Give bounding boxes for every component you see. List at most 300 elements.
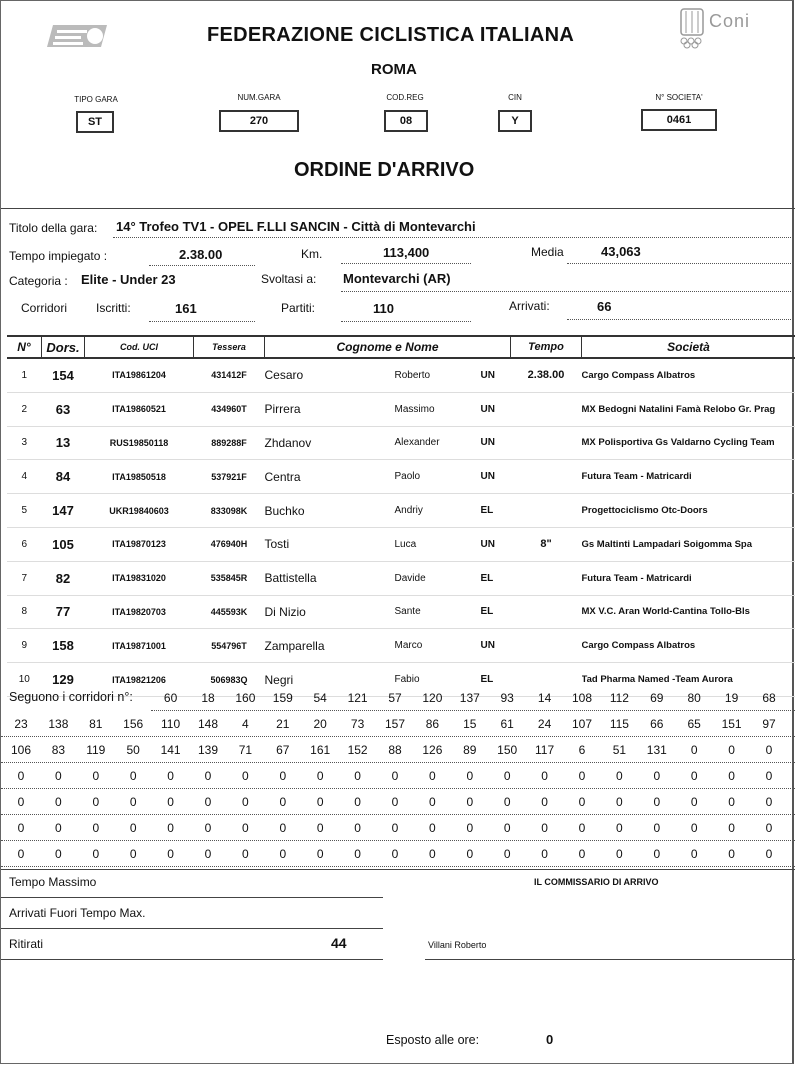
rider-number: 0 xyxy=(653,769,661,783)
city-label: ROMA xyxy=(371,61,417,78)
dotted-line xyxy=(341,321,471,322)
rider-number: 108 xyxy=(571,691,593,705)
cell-surname: Negri xyxy=(265,663,395,697)
rider-number: 0 xyxy=(578,821,586,835)
rider-number: 112 xyxy=(609,691,629,705)
out-of-time-label: Arrivati Fuori Tempo Max. xyxy=(9,906,146,920)
number-row xyxy=(1,713,795,739)
rider-number: 0 xyxy=(503,769,511,783)
rider-number: 0 xyxy=(653,821,661,835)
rider-number: 131 xyxy=(646,743,667,757)
cell-surname: Pirrera xyxy=(265,392,395,426)
cell-category: UN xyxy=(481,392,511,426)
table-row xyxy=(7,494,795,528)
dotted-line xyxy=(341,291,793,292)
commissioner-name: Villani Roberto xyxy=(428,940,487,950)
rider-number: 0 xyxy=(204,847,212,861)
race-type-label: TIPO GARA xyxy=(74,95,118,104)
rider-number: 0 xyxy=(466,769,474,783)
rider-number: 0 xyxy=(541,795,548,809)
cell-uci-code: ITA19860521 xyxy=(85,392,194,426)
rider-number: 160 xyxy=(235,691,256,705)
rider-number: 67 xyxy=(276,743,290,757)
dotted-line xyxy=(1,814,795,815)
rider-number: 71 xyxy=(238,743,253,757)
dotted-line xyxy=(1,788,795,789)
cell-card: 537921F xyxy=(194,460,265,494)
table-row xyxy=(7,561,795,595)
average-value: 43,063 xyxy=(601,244,641,259)
rider-number: 106 xyxy=(10,743,32,757)
rider-number: 18 xyxy=(201,691,215,705)
rider-number: 0 xyxy=(167,821,174,835)
rider-number: 24 xyxy=(537,717,552,731)
cell-surname: Buchko xyxy=(265,494,395,528)
dotted-line xyxy=(149,265,255,266)
rider-number: 0 xyxy=(690,821,698,835)
rider-number: 0 xyxy=(316,821,324,835)
table-row xyxy=(7,426,795,460)
rider-number: 0 xyxy=(765,743,773,757)
rider-number: 0 xyxy=(167,769,174,783)
rider-number: 0 xyxy=(429,795,436,809)
cell-category: UN xyxy=(481,527,511,561)
rider-number: 0 xyxy=(503,821,511,835)
rider-number: 73 xyxy=(350,717,365,731)
cell-category: EL xyxy=(481,663,511,697)
dotted-line xyxy=(113,237,793,238)
number-row xyxy=(1,687,795,713)
cell-category: EL xyxy=(481,595,511,629)
cell-uci-code: ITA19820703 xyxy=(85,595,194,629)
rider-number: 0 xyxy=(55,769,62,783)
cell-card: 535845R xyxy=(194,561,265,595)
rider-number: 0 xyxy=(541,821,548,835)
cell-position: 4 xyxy=(7,460,42,494)
venue-label: Svoltasi a: xyxy=(261,272,317,286)
cell-card: 506983Q xyxy=(194,663,265,697)
rider-number: 61 xyxy=(500,717,514,731)
rider-number: 0 xyxy=(129,769,137,783)
rider-number: 0 xyxy=(578,847,586,861)
rider-number: 0 xyxy=(503,847,511,861)
rider-number: 93 xyxy=(500,691,514,705)
started-label: Partiti: xyxy=(281,301,316,315)
retired-value: 44 xyxy=(331,935,347,951)
cell-time xyxy=(511,460,582,494)
table-row xyxy=(7,527,795,561)
cell-surname: Zhdanov xyxy=(265,426,395,460)
cell-surname: Centra xyxy=(265,460,395,494)
cell-bib: 129 xyxy=(42,663,85,697)
rider-number: 0 xyxy=(17,847,25,861)
cell-team: MX Bedogni Natalini Famà Relobo Gr. Prag xyxy=(582,392,796,426)
cell-first-name: Roberto xyxy=(395,358,481,392)
rider-number: 0 xyxy=(55,795,62,809)
number-row xyxy=(1,791,795,817)
cell-first-name: Luca xyxy=(395,527,481,561)
rider-number: 0 xyxy=(541,769,548,783)
arrived-value: 66 xyxy=(597,299,612,314)
rider-number: 0 xyxy=(391,847,399,861)
rider-number: 80 xyxy=(687,691,701,705)
rider-number: 0 xyxy=(316,795,324,809)
cell-first-name: Alexander xyxy=(395,426,481,460)
rider-number: 119 xyxy=(86,743,106,757)
cell-time xyxy=(511,392,582,426)
rider-number: 0 xyxy=(616,821,623,835)
number-row xyxy=(1,817,795,843)
col-team: Società xyxy=(582,336,796,358)
cell-first-name: Marco xyxy=(395,629,481,663)
rider-number: 0 xyxy=(204,795,212,809)
rider-number: 157 xyxy=(384,717,406,731)
category-label: Categoria : xyxy=(9,274,68,288)
coni-label: Coni xyxy=(709,11,751,31)
posted-label: Esposto alle ore: xyxy=(386,1033,480,1047)
rider-number: 156 xyxy=(123,717,144,731)
cell-bib: 158 xyxy=(42,629,85,663)
rider-number: 0 xyxy=(728,769,735,783)
cell-bib: 77 xyxy=(42,595,85,629)
category-value: Elite - Under 23 xyxy=(81,272,176,287)
rider-number: 0 xyxy=(616,847,623,861)
cell-surname: Cesaro xyxy=(265,358,395,392)
table-row xyxy=(7,460,795,494)
cell-card: 833098K xyxy=(194,494,265,528)
table-row xyxy=(7,629,795,663)
cell-team: Futura Team - Matricardi xyxy=(582,460,796,494)
number-row xyxy=(1,765,795,791)
time-label: Tempo impiegato : xyxy=(9,249,108,263)
rider-number: 159 xyxy=(272,691,293,705)
dotted-line xyxy=(1,866,795,867)
cell-time xyxy=(511,561,582,595)
cell-time: 2.38.00 xyxy=(511,358,582,392)
riders-label: Corridori xyxy=(21,301,68,315)
rider-number: 0 xyxy=(765,769,773,783)
arrived-label: Arrivati: xyxy=(509,299,550,313)
rider-number: 66 xyxy=(650,717,664,731)
rider-number: 0 xyxy=(204,821,212,835)
cell-position: 9 xyxy=(7,629,42,663)
cell-bib: 84 xyxy=(42,460,85,494)
society-number-box: 0461 xyxy=(641,109,717,131)
federation-title: FEDERAZIONE CICLISTICA ITALIANA xyxy=(207,24,575,46)
cell-surname: Tosti xyxy=(265,527,395,561)
rider-number: 0 xyxy=(541,847,548,861)
rider-number: 141 xyxy=(160,743,181,757)
cell-team: Futura Team - Matricardi xyxy=(582,561,796,595)
rider-number: 0 xyxy=(690,795,698,809)
cell-uci-code: ITA19861204 xyxy=(85,358,194,392)
rider-number: 152 xyxy=(347,743,368,757)
rider-number: 115 xyxy=(609,717,629,731)
cell-position: 5 xyxy=(7,494,42,528)
cell-position: 1 xyxy=(7,358,42,392)
cell-uci-code: ITA19870123 xyxy=(85,527,194,561)
rider-number: 4 xyxy=(242,717,249,731)
rider-number: 0 xyxy=(765,847,773,861)
cell-category: EL xyxy=(481,561,511,595)
rider-number: 54 xyxy=(313,691,327,705)
rider-number: 0 xyxy=(167,795,174,809)
number-row xyxy=(1,843,795,869)
coni-emblem-icon xyxy=(677,5,707,51)
rider-number: 0 xyxy=(279,769,287,783)
rider-number: 0 xyxy=(354,769,361,783)
rider-number: 21 xyxy=(276,717,290,731)
table-row xyxy=(7,595,795,629)
cell-position: 6 xyxy=(7,527,42,561)
cell-bib: 82 xyxy=(42,561,85,595)
region-code-box: 08 xyxy=(384,110,428,132)
rider-number: 139 xyxy=(197,743,219,757)
cell-position: 8 xyxy=(7,595,42,629)
cell-uci-code: ITA19871001 xyxy=(85,629,194,663)
cell-time xyxy=(511,629,582,663)
rider-number: 148 xyxy=(197,717,219,731)
rider-number: 0 xyxy=(616,795,623,809)
cell-card: 431412F xyxy=(194,358,265,392)
rider-number: 150 xyxy=(497,743,518,757)
rider-number: 0 xyxy=(690,847,698,861)
rider-number: 0 xyxy=(92,821,100,835)
rider-number: 0 xyxy=(129,821,137,835)
divider xyxy=(1,208,795,209)
rider-number: 0 xyxy=(391,795,399,809)
rider-number: 0 xyxy=(55,847,62,861)
number-row xyxy=(1,739,795,765)
cell-category: UN xyxy=(481,426,511,460)
commissioner-label: IL COMMISSARIO DI ARRIVO xyxy=(534,877,659,887)
km-label: Km. xyxy=(301,247,323,261)
cell-bib: 13 xyxy=(42,426,85,460)
rider-number: 86 xyxy=(425,717,440,731)
rider-number: 0 xyxy=(354,795,361,809)
cell-time xyxy=(511,494,582,528)
cell-team: Progettociclismo Otc-Doors xyxy=(582,494,796,528)
rider-number: 0 xyxy=(242,795,249,809)
col-uci-code: Cod. UCI xyxy=(85,336,194,358)
rider-number: 65 xyxy=(687,717,701,731)
rider-number: 0 xyxy=(92,847,100,861)
divider xyxy=(1,928,383,929)
cell-card: 434960T xyxy=(194,392,265,426)
society-number-label: N° SOCIETA' xyxy=(655,93,703,102)
rider-number: 0 xyxy=(616,769,623,783)
cell-category: UN xyxy=(481,460,511,494)
col-name: Cognome e Nome xyxy=(265,336,511,358)
rider-number: 81 xyxy=(89,717,103,731)
rider-number: 51 xyxy=(612,743,627,757)
rider-number: 0 xyxy=(690,769,698,783)
enrolled-value: 161 xyxy=(175,301,197,316)
cell-uci-code: UKR19840603 xyxy=(85,494,194,528)
rider-number: 0 xyxy=(316,847,324,861)
cell-category: UN xyxy=(481,629,511,663)
venue-value: Montevarchi (AR) xyxy=(343,271,451,286)
rider-number: 0 xyxy=(466,847,474,861)
rider-number: 83 xyxy=(51,743,66,757)
rider-number: 0 xyxy=(728,795,735,809)
rider-number: 0 xyxy=(242,847,249,861)
rider-number: 97 xyxy=(762,717,776,731)
rider-number: 120 xyxy=(422,691,443,705)
cell-surname: Battistella xyxy=(265,561,395,595)
rider-number: 0 xyxy=(354,847,361,861)
coni-logo xyxy=(677,5,767,53)
dotted-line xyxy=(1,840,795,841)
cell-time xyxy=(511,595,582,629)
rider-number: 0 xyxy=(690,743,698,757)
dotted-line xyxy=(151,710,795,711)
col-time: Tempo xyxy=(511,336,582,358)
cell-card: 554796T xyxy=(194,629,265,663)
cell-bib: 105 xyxy=(42,527,85,561)
rider-number: 0 xyxy=(167,847,174,861)
rider-number: 0 xyxy=(578,795,586,809)
race-title-label: Titolo della gara: xyxy=(9,221,98,235)
race-number-box: 270 xyxy=(219,110,299,132)
cell-first-name: Andriy xyxy=(395,494,481,528)
cin-box: Y xyxy=(498,110,532,132)
started-value: 110 xyxy=(373,301,394,316)
km-value: 113,400 xyxy=(383,245,430,260)
cell-uci-code: RUS19850118 xyxy=(85,426,194,460)
rider-number: 0 xyxy=(391,821,399,835)
results-table xyxy=(7,335,795,697)
rider-number: 23 xyxy=(14,717,28,731)
cell-position: 7 xyxy=(7,561,42,595)
cell-first-name: Fabio xyxy=(395,663,481,697)
cell-team: Cargo Compass Albatros xyxy=(582,358,796,392)
rider-number: 19 xyxy=(724,691,739,705)
rider-number: 0 xyxy=(17,795,25,809)
average-label: Media xyxy=(531,245,564,259)
rider-number: 0 xyxy=(92,769,100,783)
rider-number: 0 xyxy=(354,821,361,835)
signature-line xyxy=(425,959,795,960)
cell-position: 10 xyxy=(7,663,42,697)
cell-card: 889288F xyxy=(194,426,265,460)
rider-number: 161 xyxy=(310,743,331,757)
rider-number: 0 xyxy=(728,847,735,861)
rider-number: 0 xyxy=(242,769,249,783)
cell-position: 3 xyxy=(7,426,42,460)
col-bib: Dors. xyxy=(42,336,85,358)
rider-number: 0 xyxy=(503,795,511,809)
rider-number: 57 xyxy=(388,691,402,705)
rider-number: 6 xyxy=(578,743,586,757)
table-header xyxy=(7,336,795,358)
rider-number: 0 xyxy=(316,769,324,783)
rider-number: 0 xyxy=(653,847,661,861)
cell-card: 445593K xyxy=(194,595,265,629)
rider-number: 0 xyxy=(578,769,586,783)
max-time-label: Tempo Massimo xyxy=(9,875,97,889)
rider-number: 110 xyxy=(161,717,181,731)
cell-team: Gs Maltinti Lampadari Soigomma Spa xyxy=(582,527,796,561)
rider-number: 107 xyxy=(571,717,593,731)
rider-number: 0 xyxy=(279,821,287,835)
dotted-line xyxy=(567,263,793,264)
dotted-line xyxy=(149,321,255,322)
rider-number: 0 xyxy=(242,821,249,835)
cell-position: 2 xyxy=(7,392,42,426)
dotted-line xyxy=(567,319,793,320)
rider-number: 0 xyxy=(728,743,735,757)
divider xyxy=(1,959,383,960)
rider-number: 0 xyxy=(765,795,773,809)
cell-bib: 63 xyxy=(42,392,85,426)
cell-team: MX Polisportiva Gs Valdarno Cycling Team xyxy=(582,426,796,460)
cell-surname: Zamparella xyxy=(265,629,395,663)
rider-number: 60 xyxy=(163,691,178,705)
cell-first-name: Sante xyxy=(395,595,481,629)
cell-uci-code: ITA19831020 xyxy=(85,561,194,595)
cell-surname: Di Nizio xyxy=(265,595,395,629)
rider-number: 0 xyxy=(279,795,287,809)
region-code-label: COD.REG xyxy=(386,93,424,102)
posted-value: 0 xyxy=(546,1032,554,1047)
cell-first-name: Paolo xyxy=(395,460,481,494)
rider-number: 0 xyxy=(92,795,100,809)
fci-logo-icon xyxy=(45,21,115,51)
rider-number: 0 xyxy=(17,769,25,783)
enrolled-label: Iscritti: xyxy=(96,301,131,315)
cell-time xyxy=(511,426,582,460)
rider-number: 0 xyxy=(204,769,212,783)
race-number-label: NUM.GARA xyxy=(237,93,281,102)
rider-number: 0 xyxy=(429,821,436,835)
dotted-line xyxy=(1,736,795,737)
rider-number: 0 xyxy=(55,821,62,835)
rider-number: 69 xyxy=(650,691,664,705)
cell-team: Tad Pharma Named -Team Aurora xyxy=(582,663,796,697)
race-type-box: ST xyxy=(76,111,114,133)
rider-number: 0 xyxy=(17,821,25,835)
results-body xyxy=(7,358,795,696)
rider-number: 121 xyxy=(347,691,368,705)
rider-number: 151 xyxy=(721,717,742,731)
cin-label: CIN xyxy=(508,93,522,102)
cell-bib: 154 xyxy=(42,358,85,392)
divider xyxy=(1,869,795,870)
rider-number: 117 xyxy=(535,743,555,757)
rider-number: 0 xyxy=(129,847,137,861)
table-row xyxy=(7,358,795,392)
cell-time: 8" xyxy=(511,527,582,561)
rider-number: 0 xyxy=(391,769,399,783)
rider-number: 0 xyxy=(429,847,436,861)
race-title: 14° Trofeo TV1 - OPEL F.LLI SANCIN - Città di Montevarchi xyxy=(116,219,476,234)
cell-bib: 147 xyxy=(42,494,85,528)
divider xyxy=(1,897,383,898)
dotted-line xyxy=(1,762,795,763)
rider-number: 0 xyxy=(728,821,735,835)
page-title: ORDINE D'ARRIVO xyxy=(294,159,475,181)
cell-first-name: Massimo xyxy=(395,392,481,426)
rider-number: 0 xyxy=(129,795,137,809)
rider-number: 88 xyxy=(388,743,402,757)
dotted-line xyxy=(341,263,471,264)
rider-number: 0 xyxy=(765,821,773,835)
rider-number: 68 xyxy=(762,691,776,705)
retired-label: Ritirati xyxy=(9,937,44,951)
cell-team: Cargo Compass Albatros xyxy=(582,629,796,663)
rider-number: 0 xyxy=(279,847,287,861)
